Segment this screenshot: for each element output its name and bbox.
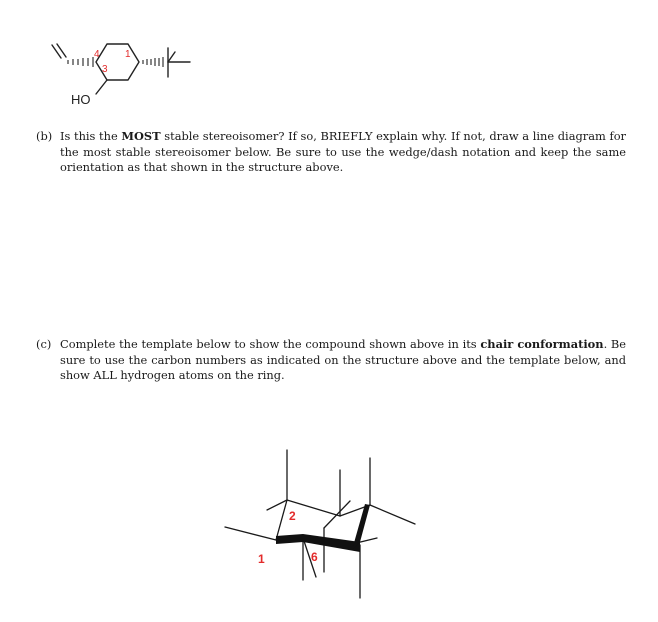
carbon-number-4: 4	[94, 49, 100, 60]
tert-butyl-methyl	[168, 52, 175, 62]
carbon-number-3: 3	[102, 64, 108, 75]
chair-carbon-number-2: 2	[289, 509, 296, 523]
hydroxyl-bond	[96, 80, 107, 94]
question-b-marker: (b)	[36, 129, 53, 143]
skeletal-structure	[0, 0, 230, 120]
chair-carbon-number-6: 6	[311, 550, 318, 564]
chair-conformation-template	[210, 430, 430, 610]
question-b-text: Is this the MOST stable stereoisomer? If so, BRIEFLY explain why. If not, draw a line diagram for the most stable stereoisomer below. Be sure to use the wedge/dash notation and keep the same orientation as that shown in the structure above.	[60, 129, 626, 174]
question-c-marker: (c)	[36, 337, 52, 351]
ring-bond-bold	[276, 534, 303, 544]
question-c-text: Complete the template below to show the compound shown above in its chair conformation. Be sure to use the carbon numbers as indicated on the structure above and the template below, and show ALL hydrogen atoms on the ring.	[60, 337, 627, 382]
equatorial-bond	[225, 527, 276, 540]
ring-bond	[276, 500, 287, 540]
question-b-emphasis: MOST	[121, 129, 161, 143]
chair-carbon-number-1: 1	[258, 552, 265, 566]
question-c-emphasis: chair conformation	[480, 337, 604, 351]
hydroxyl-label: HO	[71, 92, 91, 107]
equatorial-bond	[370, 505, 415, 524]
hashed-bond-tert-butyl	[143, 57, 163, 67]
carbon-number-1: 1	[125, 49, 131, 60]
hashed-bond-vinyl	[68, 57, 93, 67]
